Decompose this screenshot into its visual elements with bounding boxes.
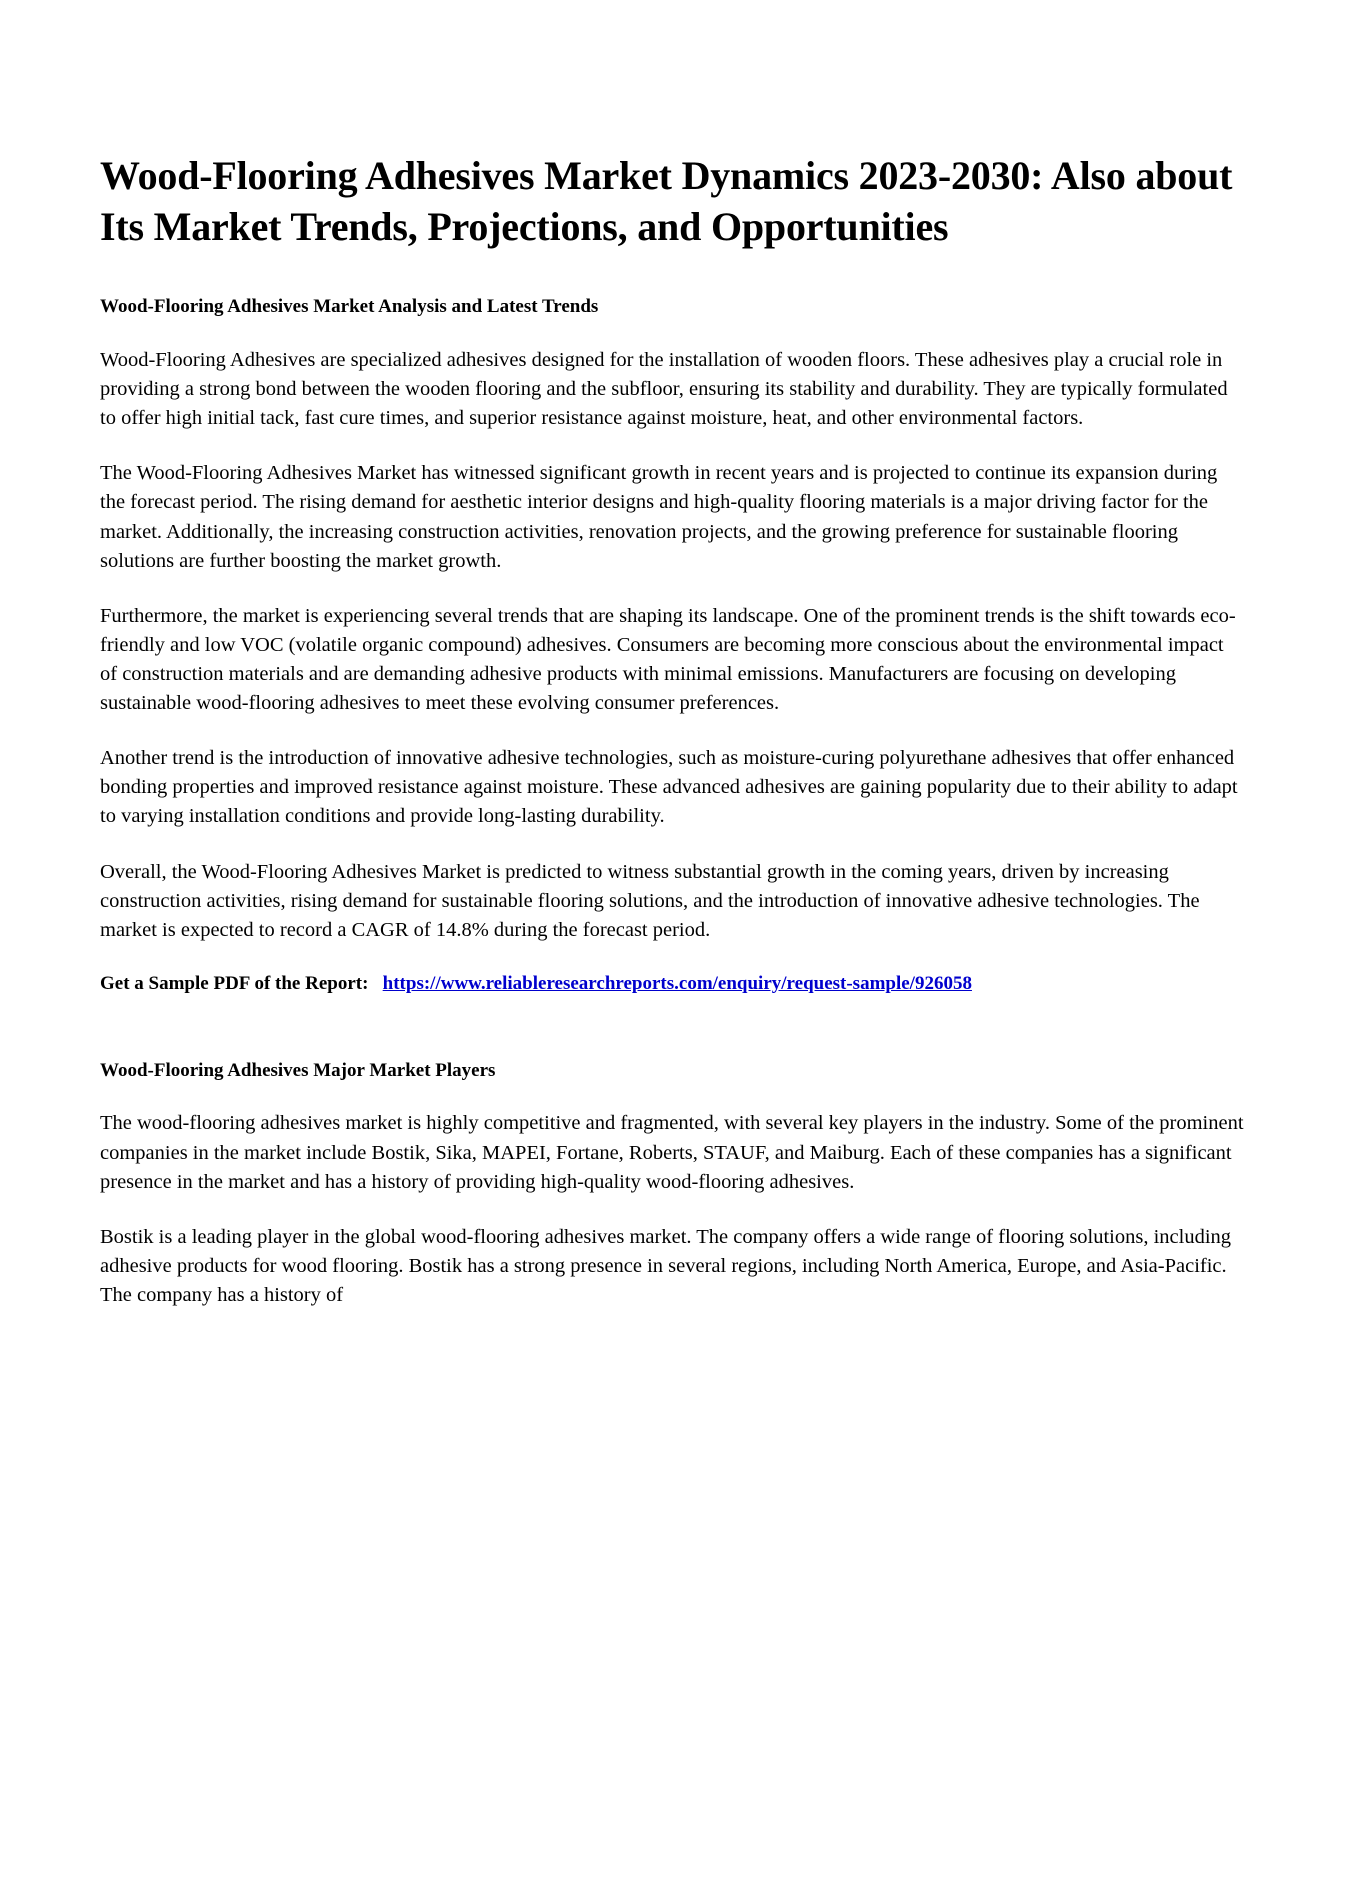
section-divider-space: [100, 1024, 1245, 1058]
sample-pdf-label: Get a Sample PDF of the Report:: [100, 972, 369, 994]
paragraph-analysis-2: The Wood-Flooring Adhesives Market has witnessed significant growth in recent years and is projected to continue its expansion during the forecast period. The rising demand for aesthetic interior designs and high-quality flooring materials is a major driving factor for the market. Additionally, the increasing construction activities, renovation projects, and the growing preference for sustainable flooring solutions are further boosting the market growth.: [100, 462, 1218, 572]
paragraph-players-2: Bostik is a leading player in the global wood-flooring adhesives market. The company offers a wide range of flooring solutions, including adhesive products for wood flooring. Bostik has a strong presence in several regions, including North America, Europe, and Asia-Pacific. The company has a history of: [100, 1225, 1232, 1307]
paragraph-analysis-4: Another trend is the introduction of innovative adhesive technologies, such as moisture-curing polyurethane adhesives that offer enhanced bonding properties and improved resistance against moisture. These advanced adhesives are gaining popularity due to their ability to adapt to varying installation conditions and provide long-lasting durability.: [100, 747, 1238, 828]
page-title: Wood-Flooring Adhesives Market Dynamics 2023-2030: Also about Its Market Trends, Projections, and Opportunities: [100, 153, 1233, 250]
paragraph-analysis-3: Furthermore, the market is experiencing several trends that are shaping its landscape. One of the prominent trends is the shift towards eco-friendly and low VOC (volatile organic compound) adhesives. Consumers are becoming more conscious about the environmental impact of construction materials and are demanding adhesive products with minimal emissions. Manufacturers are focusing on developing sustainable wood-flooring adhesives to meet these evolving consumer preferences.: [100, 604, 1236, 715]
sample-pdf-cta: [100, 971, 1245, 998]
paragraph-analysis-5: Overall, the Wood-Flooring Adhesives Market is predicted to witness substantial growth in the coming years, driven by increasing construction activities, rising demand for sustainable flooring solutions, and the introduction of innovative adhesive technologies. The market is expected to record a CAGR of 14.8% during the forecast period.: [100, 860, 1200, 941]
paragraph-analysis-1: Wood-Flooring Adhesives are specialized adhesives designed for the installation of wooden floors. These adhesives play a crucial role in providing a strong bond between the wooden flooring and the subfloor, ensuring its stability and durability. They are typically formulated to offer high initial tack, fast cure times, and superior resistance against moisture, heat, and other environmental factors.: [100, 349, 1228, 430]
section-heading-major-players: Wood-Flooring Adhesives Major Market Players: [100, 1059, 496, 1081]
section-heading-analysis: Wood-Flooring Adhesives Market Analysis and Latest Trends: [100, 296, 599, 318]
paragraph-players-1: The wood-flooring adhesives market is highly competitive and fragmented, with several key players in the industry. Some of the prominent companies in the market include Bostik, Sika, MAPEI, Fortane, Roberts, STAUF, and Maiburg. Each of these companies has a significant presence in the market and has a history of providing high-quality wood-flooring adhesives.: [100, 1112, 1244, 1193]
sample-pdf-link[interactable]: https://www.reliableresearchreports.com/enquiry/request-sample/926058: [382, 972, 972, 994]
